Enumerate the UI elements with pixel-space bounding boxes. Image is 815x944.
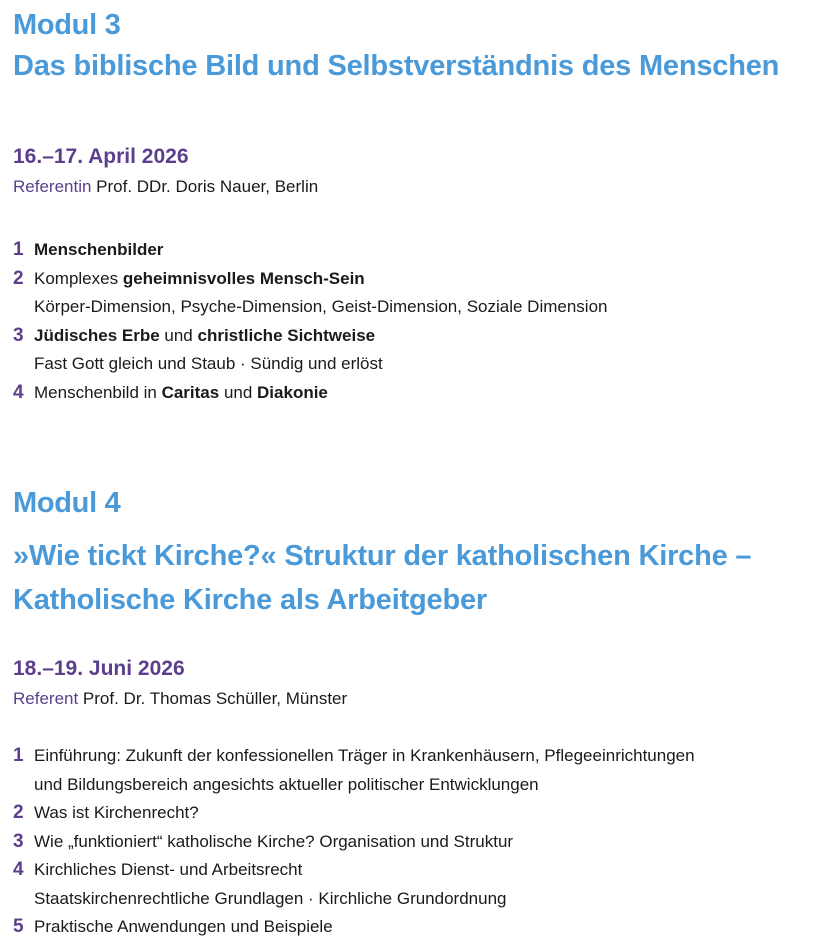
list-item [13, 799, 695, 828]
list-item [13, 913, 695, 942]
emphasis-text: geheimnisvolles Mensch-Sein [122, 268, 365, 288]
plain-text: und [219, 382, 258, 402]
list-item [13, 265, 608, 322]
list-item-number: 1 [13, 239, 24, 260]
list-item [13, 742, 695, 799]
plain-text: und [159, 325, 198, 345]
modul-3-speaker-role: Referentin [13, 177, 92, 196]
modul-3-speaker [13, 176, 318, 198]
modul-3-topic-list [13, 236, 608, 407]
modul-4-speaker-role: Referent [13, 689, 79, 708]
plain-text: Menschenbild in [34, 382, 162, 402]
list-item-number: 4 [13, 859, 24, 880]
list-item-text: Kirchliches Dienst- und Arbeitsrecht [34, 860, 303, 879]
list-item-text [34, 240, 163, 259]
modul-3-label: Modul 3 [13, 9, 121, 41]
list-item-subtext: Körper-Dimension, Psyche-Dimension, Geist-Dimension, Soziale Dimension [34, 297, 608, 316]
emphasis-text: Diakonie [257, 382, 328, 402]
emphasis-text: Caritas [161, 382, 220, 402]
list-item [13, 322, 608, 379]
list-item-text: Was ist Kirchenrecht? [34, 803, 199, 822]
list-item-number: 1 [13, 745, 24, 766]
list-item-text: Wie „funktioniert“ katholische Kirche? Organisation und Struktur [34, 831, 514, 851]
list-item-number: 2 [13, 802, 24, 823]
modul-3-speaker-name: Prof. DDr. Doris Nauer, Berlin [91, 177, 319, 196]
list-item-subtext: Fast Gott gleich und Staub · Sündig und erlöst [34, 354, 383, 373]
list-item-number: 2 [13, 267, 24, 289]
modul-3-section [13, 8, 780, 403]
modul-4-topic-list [13, 742, 695, 942]
list-item [13, 828, 695, 857]
list-item-number: 4 [13, 381, 24, 403]
modul-4-title-line: »Wie tickt Kirche?« Struktur der katholischen Kirche – [13, 540, 752, 572]
list-item [13, 236, 608, 265]
emphasis-text: Menschenbilder [34, 240, 164, 259]
list-item-number: 3 [13, 830, 24, 852]
modul-3-date: 16.–17. April 2026 [13, 145, 189, 168]
modul-4-label: Modul 4 [13, 487, 121, 519]
modul-4-title-line: Katholische Kirche als Arbeitgeber [13, 584, 487, 616]
modul-4-section [13, 486, 752, 937]
list-item-text: Einführung: Zukunft der konfessionellen Träger in Krankenhäusern, Pflegeeinrichtungen [34, 746, 695, 765]
list-item-number: 3 [13, 324, 24, 346]
modul-4-speaker [13, 688, 347, 710]
modul-3-title: Das biblische Bild und Selbstverständnis des Menschen [13, 50, 780, 82]
plain-text: Komplexes [34, 268, 123, 288]
list-item-text [34, 269, 365, 288]
list-item-subtext: und Bildungsbereich angesichts aktueller politischer Entwicklungen [34, 774, 539, 794]
emphasis-text: Jüdisches Erbe [34, 325, 160, 345]
list-item-text [34, 383, 328, 402]
modul-4-speaker-name: Prof. Dr. Thomas Schüller, Münster [78, 689, 348, 708]
modul-4-date: 18.–19. Juni 2026 [13, 657, 185, 680]
list-item-subtext: Staatskirchenrechtliche Grundlagen · Kirchliche Grundordnung [34, 888, 507, 908]
list-item [13, 379, 608, 408]
list-item-number: 5 [13, 916, 24, 937]
emphasis-text: christliche Sichtweise [197, 325, 376, 345]
list-item-text: Praktische Anwendungen und Beispiele [34, 917, 333, 936]
modul-4-title [13, 534, 751, 622]
list-item [13, 856, 695, 913]
list-item-text [34, 326, 375, 345]
